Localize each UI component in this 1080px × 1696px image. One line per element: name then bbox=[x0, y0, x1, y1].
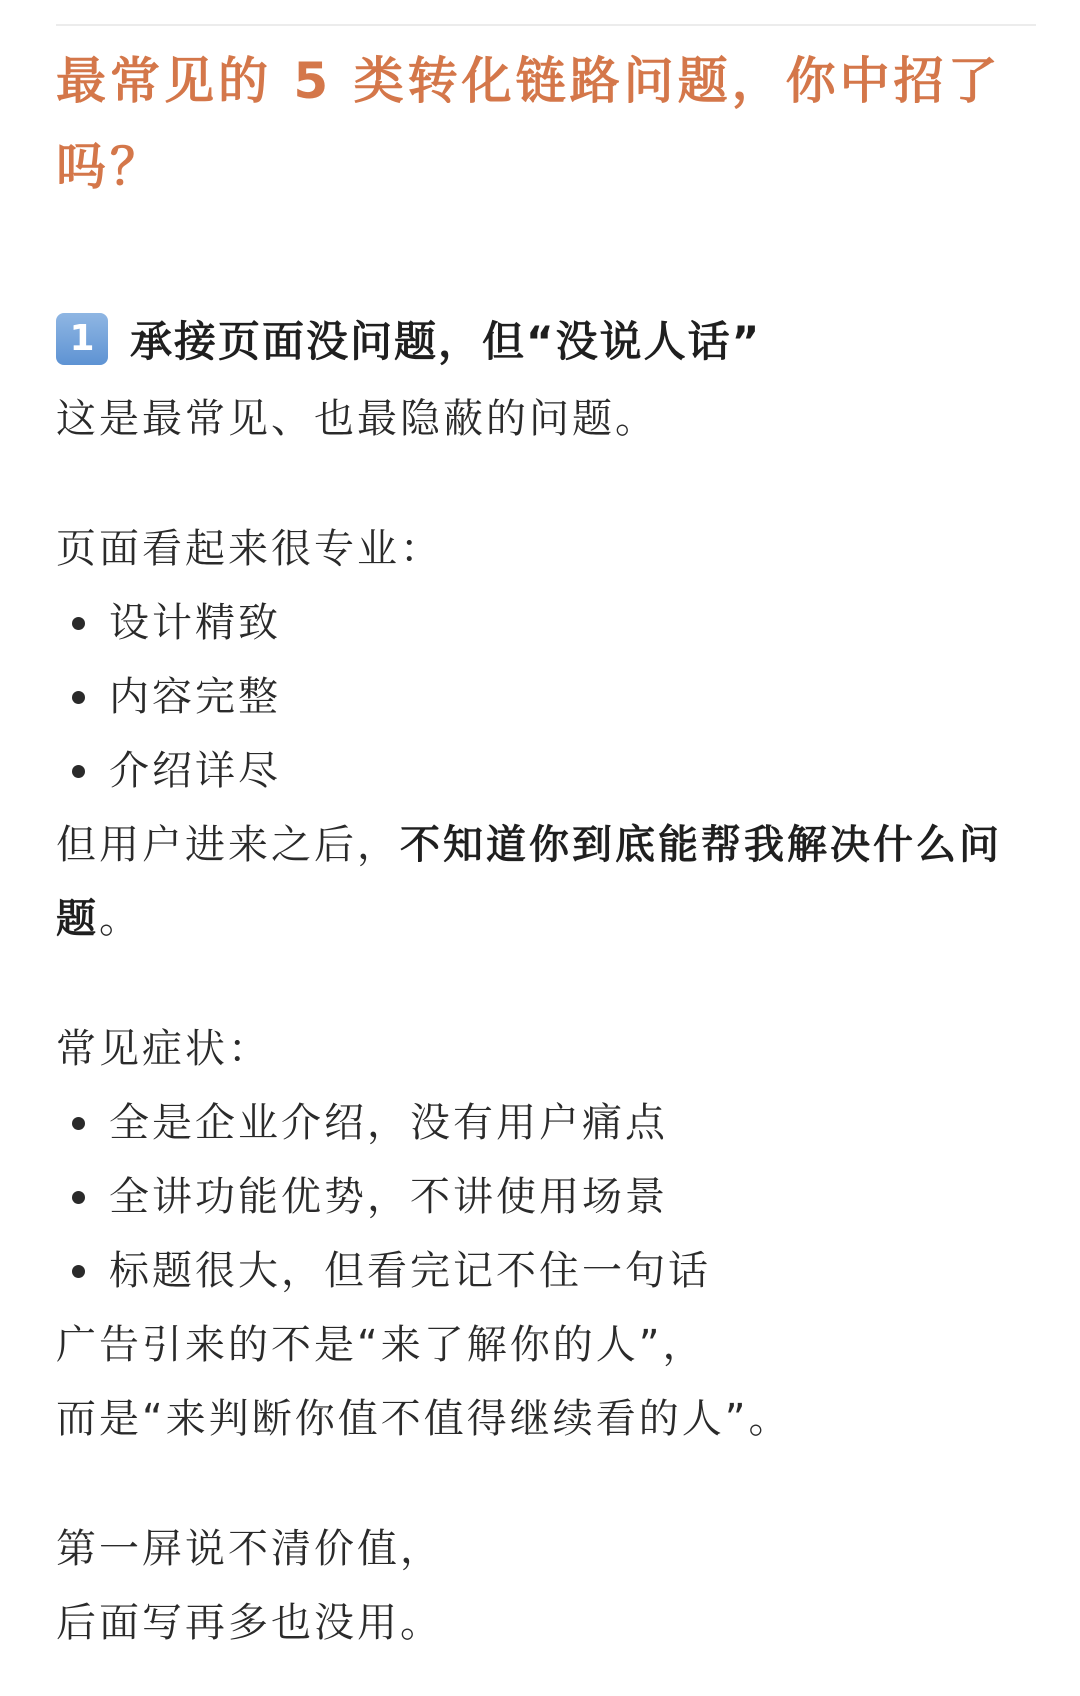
ad-line-1: 广告引来的不是“来了解你的人”， bbox=[56, 1322, 706, 1368]
list-item: 设计精致 bbox=[56, 586, 1046, 660]
symptoms-list bbox=[56, 1086, 1046, 1308]
section-title: 承接页面没问题，但“没说人话” bbox=[130, 317, 762, 366]
list-item: 全讲功能优势，不讲使用场景 bbox=[56, 1160, 1046, 1234]
list-item: 介绍详尽 bbox=[56, 734, 1046, 808]
closing-line-2: 后面写再多也没用。 bbox=[56, 1600, 443, 1646]
bullet-icon bbox=[72, 1265, 85, 1278]
bullet-icon bbox=[72, 691, 85, 704]
article-headline: 最常见的 5 类转化链路问题，你中招了吗？ bbox=[56, 52, 1002, 196]
article-body bbox=[56, 38, 1046, 1660]
bullet-icon bbox=[72, 765, 85, 778]
ad-line-2: 而是“来判断你值不值得继续看的人”。 bbox=[56, 1396, 792, 1442]
symptoms-label: 常见症状： bbox=[56, 1026, 271, 1072]
looks-label: 页面看起来很专业： bbox=[56, 526, 443, 572]
spacer bbox=[56, 1456, 1046, 1512]
list-item: 内容完整 bbox=[56, 660, 1046, 734]
looks-list bbox=[56, 586, 1046, 808]
bullet-icon bbox=[72, 1191, 85, 1204]
spacer bbox=[56, 456, 1046, 512]
closing-line-1: 第一屏说不清价值， bbox=[56, 1526, 443, 1572]
section-heading bbox=[56, 296, 1046, 382]
section-intro: 这是最常见、也最隐蔽的问题。 bbox=[56, 396, 658, 442]
list-item: 全是企业介绍，没有用户痛点 bbox=[56, 1086, 1046, 1160]
emphasis-text: 不知道你到底能帮我解决什么问题 bbox=[56, 822, 1002, 942]
top-divider bbox=[56, 24, 1036, 26]
spacer bbox=[56, 956, 1046, 1012]
but-paragraph: 但用户进来之后，不知道你到底能帮我解决什么问题。 bbox=[56, 822, 1002, 942]
list-item: 标题很大，但看完记不住一句话 bbox=[56, 1234, 1046, 1308]
bullet-icon bbox=[72, 1117, 85, 1130]
keycap-number-icon: 1 bbox=[56, 313, 108, 365]
bullet-icon bbox=[72, 617, 85, 630]
spacer bbox=[56, 210, 1046, 296]
